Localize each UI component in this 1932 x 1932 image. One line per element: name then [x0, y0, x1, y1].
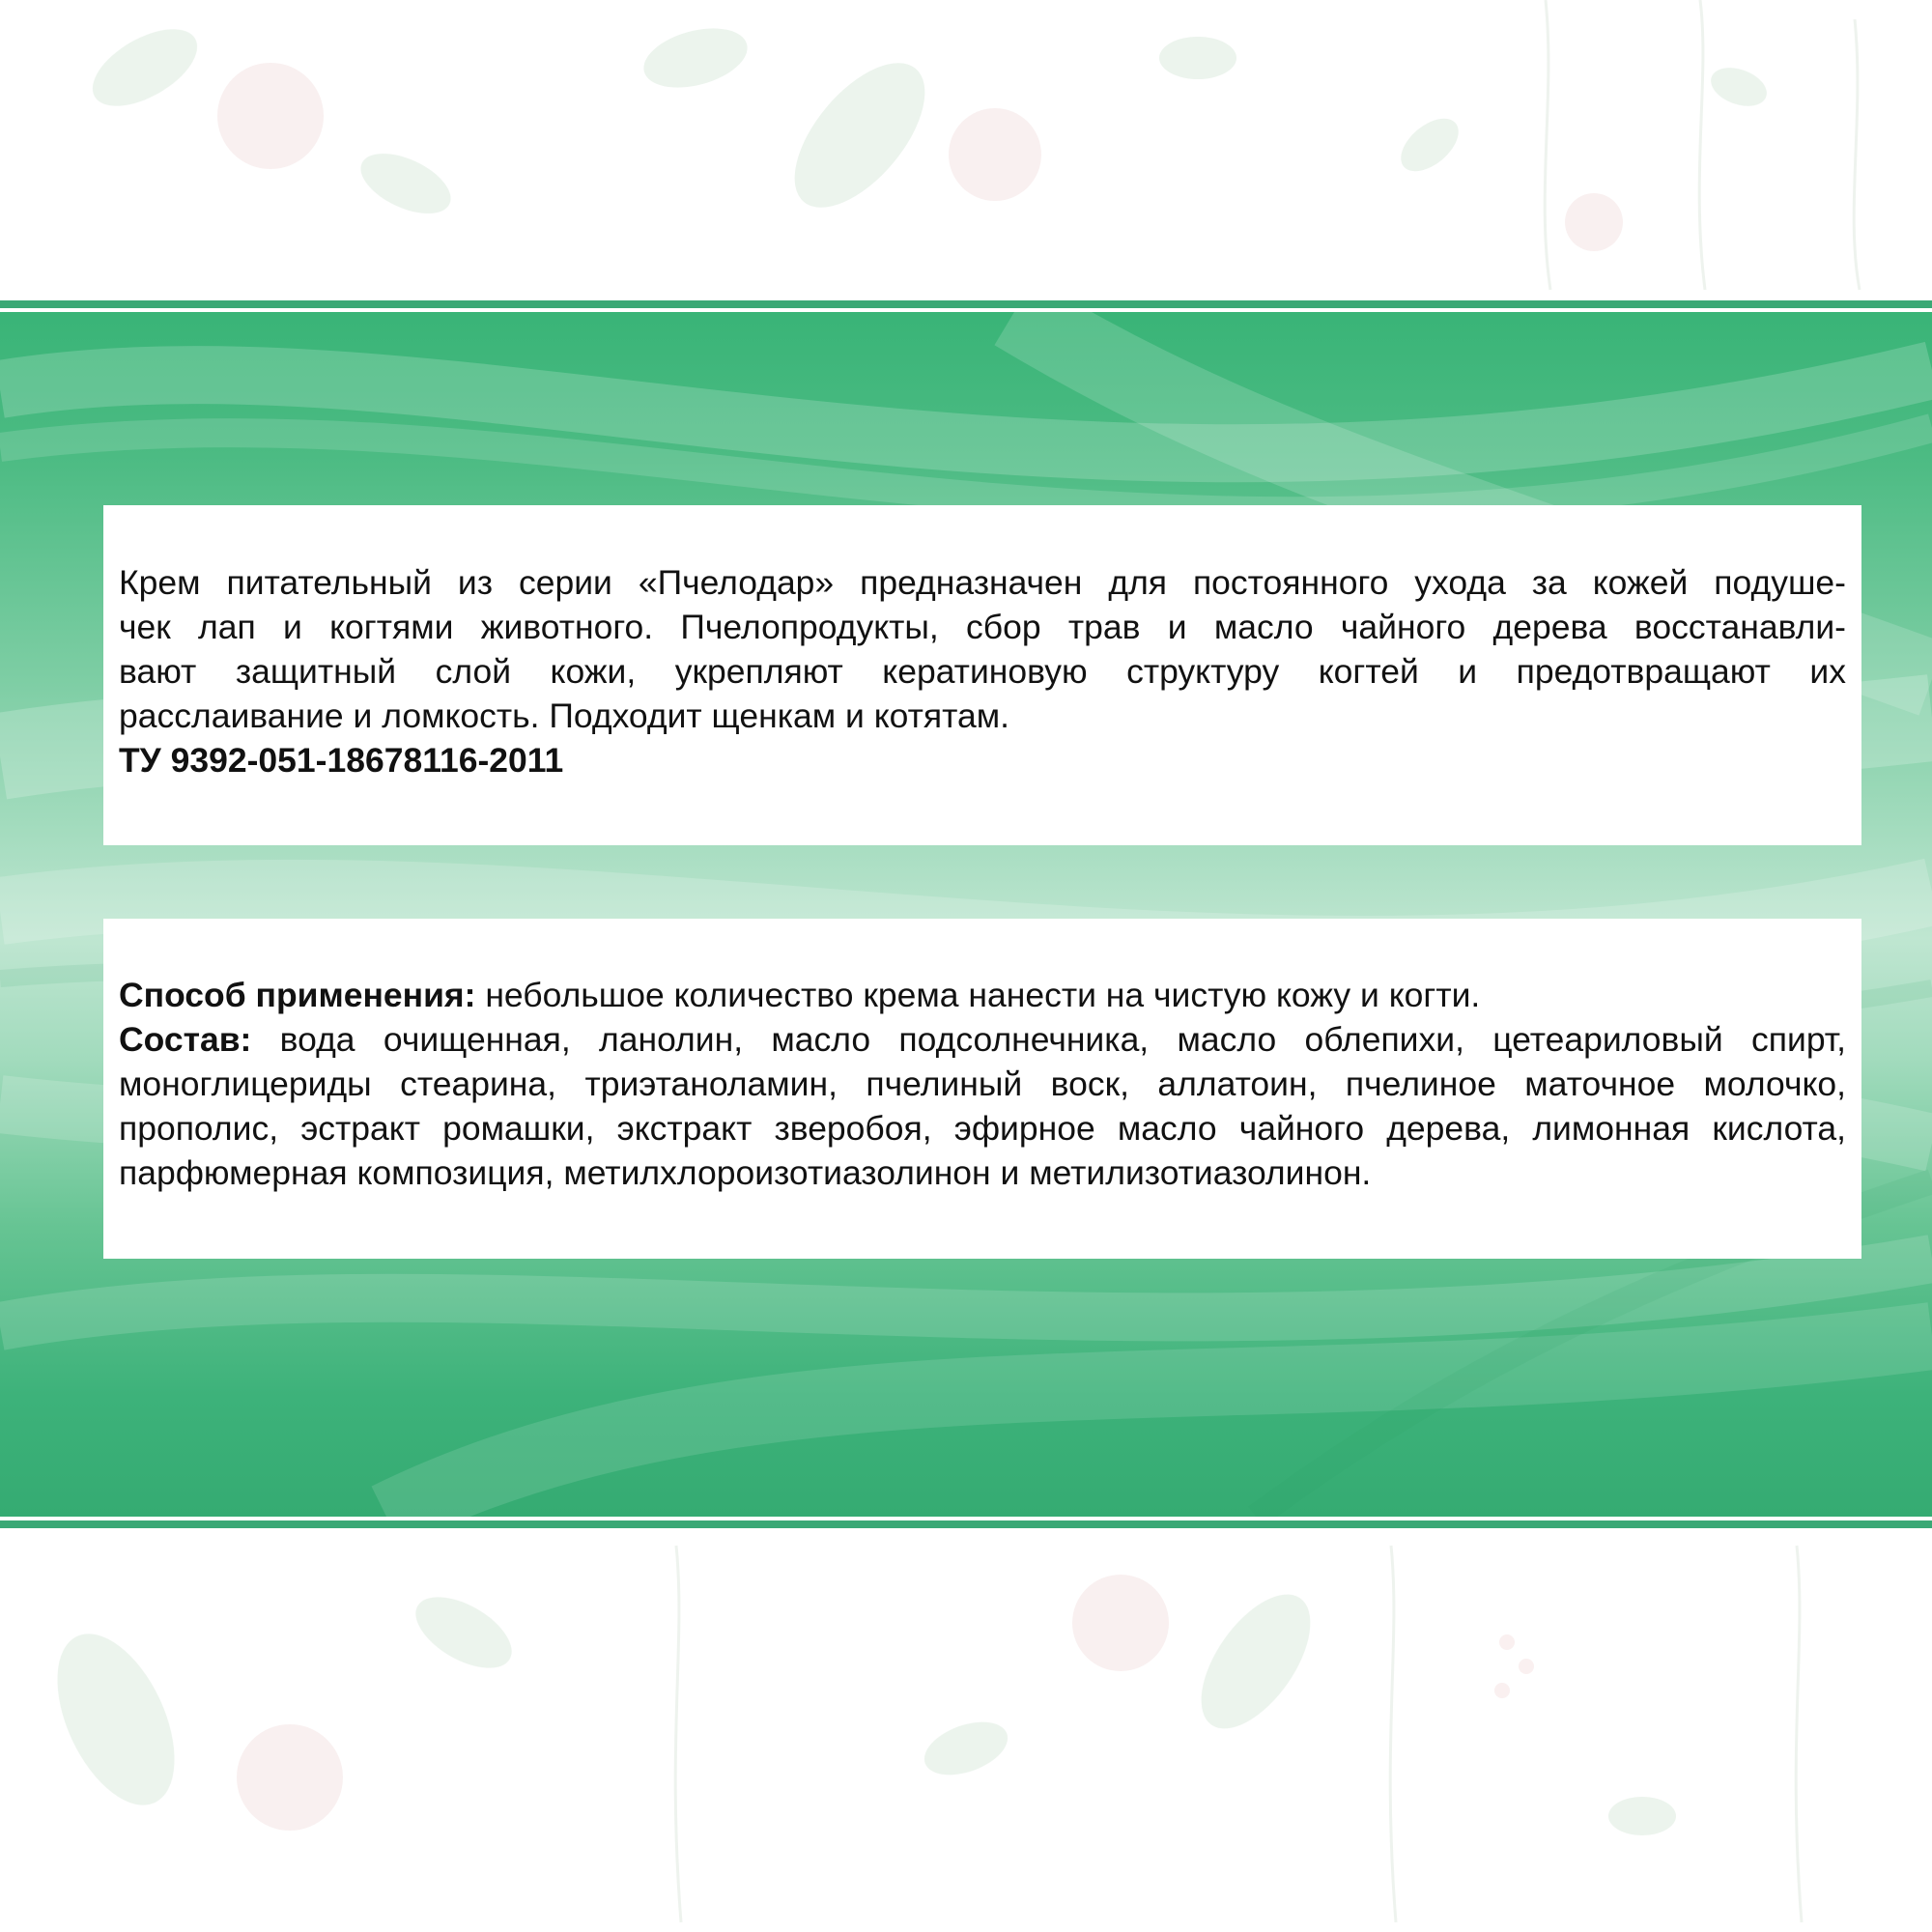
band-bottom-line [0, 1520, 1932, 1528]
usage-info [119, 973, 1846, 1195]
green-band [0, 312, 1932, 1517]
description-line: чек лап и когтями животного. Пчелопродукты, сбор трав и масло чайного дерева восстанавли- [119, 608, 1846, 646]
composition-line [119, 1017, 1846, 1062]
description-line: Крем питательный из серии «Пчелодар» предназначен для постоянного ухода за кожей подуше- [119, 563, 1846, 602]
usage-composition-box [103, 919, 1861, 1259]
usage-method-label: Способ применения: [119, 976, 476, 1014]
composition-line: прополис, эстракт ромашки, экстракт зверобоя, эфирное масло чайного дерева, лимонная кислота, [119, 1109, 1846, 1148]
composition-text: вода очищенная, ланолин, масло подсолнечника, масло облепихи, цетеариловый спирт, [251, 1020, 1846, 1059]
band-top-line [0, 300, 1932, 308]
composition-line: моноглицериды стеарина, триэтаноламин, пчелиный воск, аллатоин, пчелиное маточное молочко, [119, 1065, 1846, 1103]
usage-method-text: небольшое количество крема нанести на чистую кожу и когти. [475, 976, 1481, 1014]
composition-line: парфюмерная композиция, метилхлороизотиазолинон и метилизотиазолинон. [119, 1153, 1372, 1192]
usage-method-line [119, 973, 1846, 1017]
description-line: вают защитный слой кожи, укрепляют кератиновую структуру когтей и предотвращают их [119, 652, 1846, 691]
description-line: расслаивание и ломкость. Подходит щенкам и котятам. [119, 696, 1009, 735]
product-description [119, 560, 1846, 782]
composition-label: Состав: [119, 1020, 252, 1059]
technical-standard: ТУ 9392-051-18678116-2011 [119, 741, 564, 780]
mesh-waves [0, 312, 1932, 1517]
product-description-box [103, 505, 1861, 845]
